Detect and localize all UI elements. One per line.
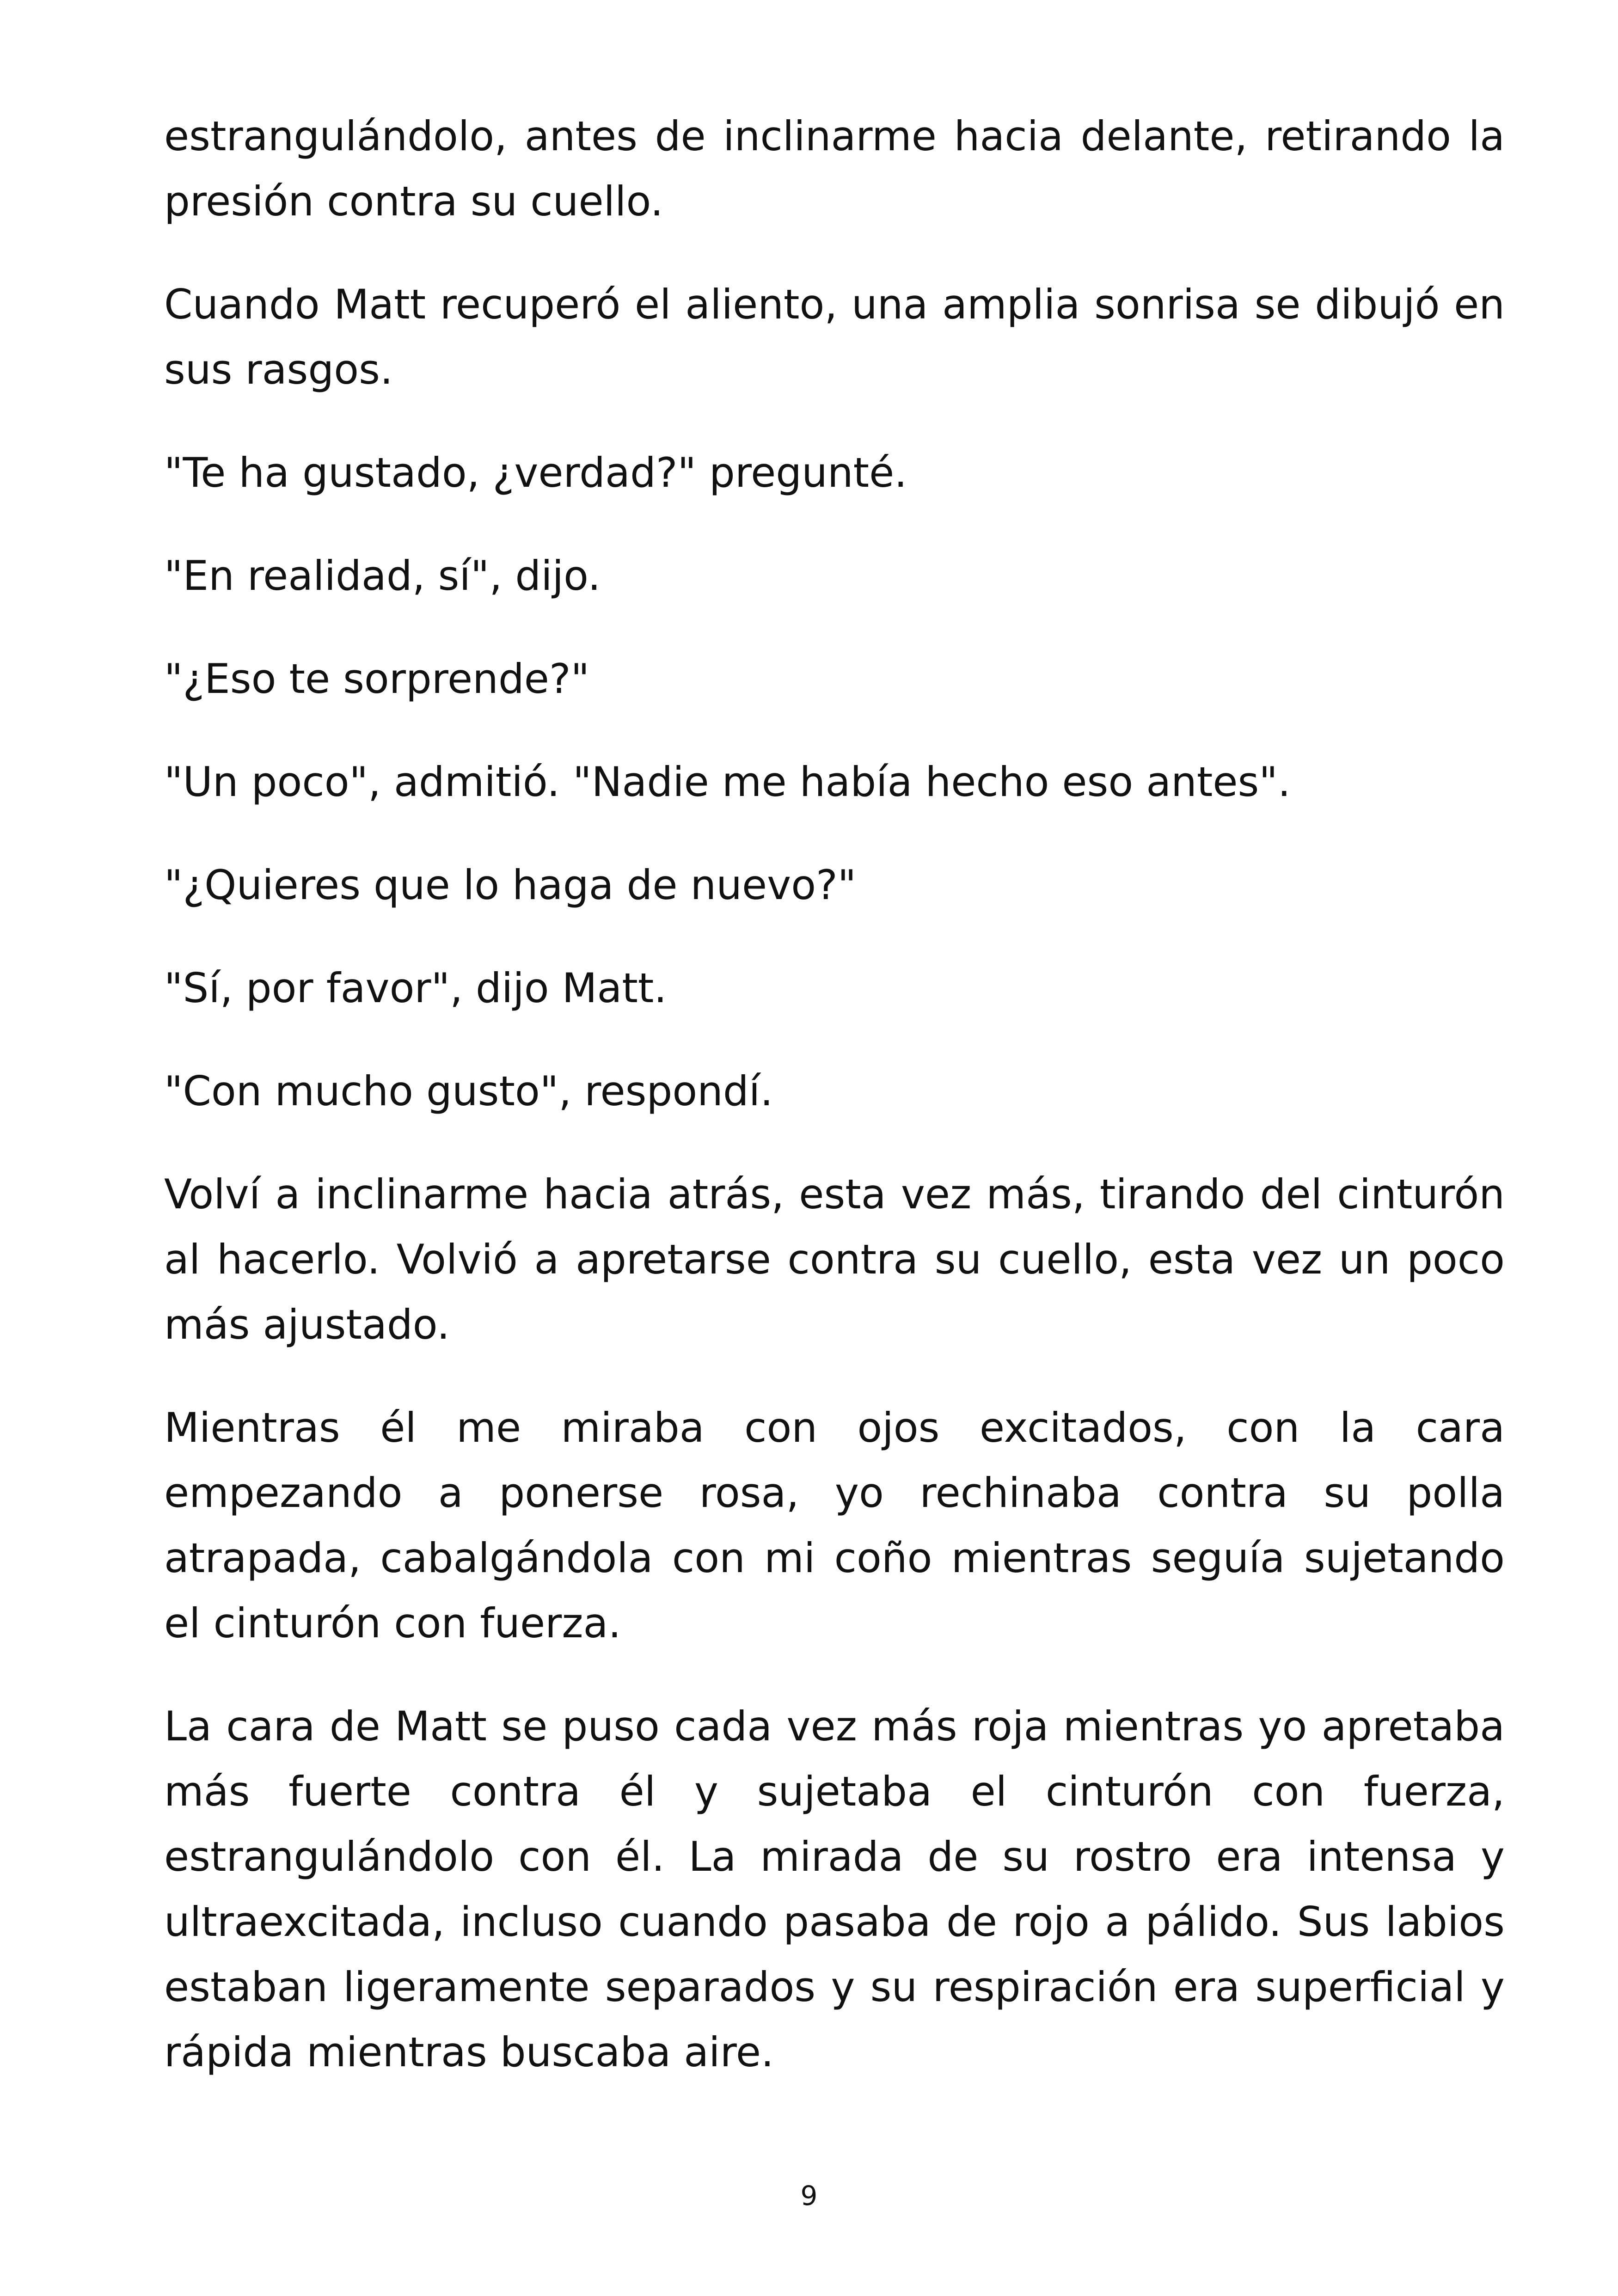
paragraph: Volví a inclinarme hacia atrás, esta vez más, tirando del cinturón al hacerlo. Volvió a apretarse contra su cuello, esta vez un poco más ajustado. — [164, 1170, 1505, 1348]
paragraph: "¿Quieres que lo haga de nuevo?" — [164, 861, 857, 909]
paragraph: La cara de Matt se puso cada vez más roja mientras yo apretaba más fuerte contra él y sujetaba el cinturón con fuerza, estrangulándolo con él. La mirada de su rostro era intensa y ultraexcitada, incluso cuando pasaba de rojo a pálido. Sus labios estaban ligeramente separados y su respiración era superficial y rápida mientras buscaba aire. — [164, 1702, 1505, 2076]
paragraph: estrangulándolo, antes de inclinarme hacia delante, retirando la presión contra su cuello. — [164, 112, 1505, 225]
paragraph: "Un poco", admitió. "Nadie me había hecho eso antes". — [164, 758, 1291, 806]
paragraph: "¿Eso te sorprende?" — [164, 655, 590, 703]
paragraph: "En realidad, sí", dijo. — [164, 552, 601, 600]
paragraph: "Te ha gustado, ¿verdad?" pregunté. — [164, 449, 907, 496]
paragraph: "Sí, por favor", dijo Matt. — [164, 964, 667, 1012]
paragraph: Mientras él me miraba con ojos excitados, con la cara empezando a ponerse rosa, yo rechinaba contra su polla atrapada, cabalgándola con mi coño mientras seguía sujetando el cinturón con fuerza. — [164, 1404, 1505, 1647]
body-text — [164, 104, 1505, 2123]
paragraph: "Con mucho gusto", respondí. — [164, 1067, 773, 1115]
page-number: 9 — [800, 2180, 818, 2211]
paragraph: Cuando Matt recuperó el aliento, una amplia sonrisa se dibujó en sus rasgos. — [164, 281, 1505, 393]
